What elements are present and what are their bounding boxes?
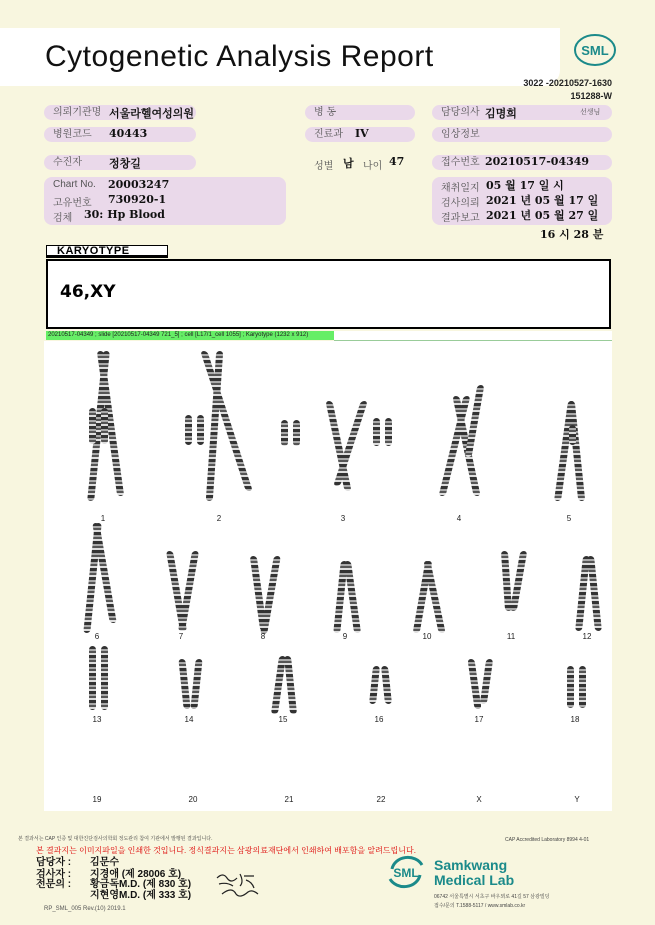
hospital-code-value: 40443 <box>109 127 148 140</box>
specialist-2: 지현영M.D. (제 333 호) <box>90 890 192 901</box>
report-title: Cytogenetic Analysis Report <box>45 40 434 73</box>
chromosome-22-b <box>385 418 392 446</box>
chromosome-label-6: 6 <box>94 632 100 641</box>
chromosome-10-b <box>423 561 445 633</box>
sex-label: 성별 <box>314 161 334 172</box>
print-notice: 본 결과지는 이미지파일을 인쇄한 것입니다. 정식결과지는 삼광의료재단에서 인쇄하여 배포함을 알려드립니다. <box>36 846 416 855</box>
chromosome-15-a <box>271 656 286 714</box>
chromosome-label-5: 5 <box>566 514 572 523</box>
ward-label: 병 동 <box>305 105 415 120</box>
cap-note: CAP Accredited Laboratory 8994 4-01 <box>505 837 590 843</box>
sex-value: 남 <box>343 157 354 170</box>
chromosome-21-a <box>281 420 288 446</box>
chromosome-8-b <box>260 556 281 634</box>
image-caption-bar-right <box>334 331 612 341</box>
lab-name <box>434 858 514 888</box>
chromosome-16-a <box>369 666 380 704</box>
image-caption-bar: 20210517-04349 ; slide [20210517-04349 721_5] ; cell [L17/1_cell 1055] ; Karyotype (1232 x 912) <box>46 331 334 340</box>
chromosome-14-a <box>178 659 190 709</box>
chromosome-17-b <box>480 659 493 704</box>
chromosome-label-8: 8 <box>260 632 266 641</box>
chromosome-22-a <box>373 418 380 446</box>
chromosome-label-15: 15 <box>278 715 288 724</box>
sml-logo-icon <box>573 33 617 67</box>
svg-text:SML: SML <box>393 866 419 880</box>
karyotype-box <box>46 259 611 329</box>
chromosome-label-Y: Y <box>574 795 580 804</box>
chromosome-15-b <box>284 656 297 714</box>
unique-label: 고유번호 <box>53 198 92 209</box>
chromosome-label-7: 7 <box>178 632 184 641</box>
chromosome-20-a <box>185 415 192 445</box>
lab-address-line: 06742 서울특별시 서초구 바우뫼로 41길 57 삼광빌딩 <box>434 894 550 900</box>
collect-value: 05 월 17 일 시 <box>486 179 564 192</box>
unique-value: 730920-1 <box>108 193 167 206</box>
chromosome-label-9: 9 <box>342 632 348 641</box>
report-number-line2: 151288-W <box>570 91 612 101</box>
dept-label: 진료과 <box>305 127 415 142</box>
chromosome-7-b <box>178 551 199 631</box>
chromosome-13-a <box>89 646 96 710</box>
examinee-label: 수진자 <box>44 155 196 170</box>
doctor-value: 김명희 <box>485 107 517 120</box>
chromosome-label-22: 22 <box>376 795 386 804</box>
specimen-value: 30: Hp Blood <box>84 208 165 221</box>
chromosome-label-20: 20 <box>188 795 198 804</box>
chromosome-9-b <box>344 561 361 633</box>
chromosome-16-b <box>381 666 392 704</box>
lab-name-line1: Samkwang <box>434 857 508 873</box>
lab-name-line2: Medical Lab <box>434 872 515 888</box>
lab-contact-line: 접수/문의 T.1588-5117 / www.smlab.co.kr <box>434 903 526 909</box>
chromosome-label-18: 18 <box>570 715 580 724</box>
chromosome-18-a <box>567 666 574 708</box>
chromosome-14-b <box>190 659 202 709</box>
request-label: 검사의뢰 <box>441 198 480 209</box>
receipt-label: 접수번호 <box>432 155 612 170</box>
specimen-label: 검체 <box>53 213 73 224</box>
chromosome-label-12: 12 <box>582 632 592 641</box>
result-time: 16 시 28 분 <box>540 228 604 241</box>
result-label: 결과보고 <box>441 213 480 224</box>
age-label: 나이 <box>363 161 383 172</box>
chromosome-label-3: 3 <box>340 514 346 523</box>
chart-label: Chart No. <box>53 179 96 190</box>
chromosome-19-a <box>89 408 96 444</box>
karyotype-result: 46,XY <box>60 282 116 302</box>
chromosome-Y-a <box>569 425 576 445</box>
tester-label: 검사자 : <box>36 869 72 880</box>
chromosome-12-b <box>587 556 602 631</box>
chromosome-label-17: 17 <box>474 715 484 724</box>
hospital-code-label: 병원코드 <box>44 127 196 142</box>
chromosome-11-b <box>510 551 528 611</box>
chart-value: 20003247 <box>108 178 170 191</box>
request-value: 2021 년 05 월 17 일 <box>486 194 599 207</box>
chromosome-13-b <box>101 646 108 710</box>
report-number-line1: 3022 -20210527-1630 <box>523 78 612 88</box>
chromosome-label-10: 10 <box>422 632 432 641</box>
age-value: 47 <box>389 155 405 168</box>
sml-footer-logo-icon <box>386 853 426 891</box>
karyogram-image <box>44 341 612 811</box>
chromosome-label-13: 13 <box>92 715 102 724</box>
chromosome-18-b <box>579 666 586 708</box>
chromosome-label-1: 1 <box>100 514 106 523</box>
revision-code: RP_SML_005 Rev.(10) 2019.1 <box>44 906 126 912</box>
institution-label: 의뢰기관명 <box>44 105 196 120</box>
specialist-label: 전문의 : <box>36 879 72 890</box>
chromosome-label-11: 11 <box>506 632 516 641</box>
chromosome-label-16: 16 <box>374 715 384 724</box>
cert-note: 본 결과서는 CAP 인증 및 대한진단검사의학회 정도관리 참여 기관에서 발행된 결과입니다. <box>18 836 213 842</box>
chromosome-label-21: 21 <box>284 795 294 804</box>
institution-value: 서울라헬여성의원 <box>109 107 195 120</box>
examinee-value: 정창길 <box>109 157 141 170</box>
chromosome-label-X: X <box>476 795 482 804</box>
chromosome-20-b <box>197 415 204 445</box>
svg-text:SML: SML <box>581 43 609 58</box>
specialist-1: 황금독M.D. (제 830 호) <box>90 879 192 890</box>
collect-label: 채취일지 <box>441 183 480 194</box>
manager-label: 담당자 : <box>36 857 72 868</box>
clinical-label: 임상정보 <box>432 127 612 142</box>
signature-icon <box>214 868 264 900</box>
chromosome-21-b <box>293 420 300 446</box>
manager-value: 김문수 <box>90 857 119 868</box>
chromosome-label-4: 4 <box>456 514 462 523</box>
doctor-suffix: 선생님 <box>580 109 601 116</box>
dept-value: IV <box>355 127 369 140</box>
karyotype-tab: KARYOTYPE <box>46 245 168 258</box>
report-number <box>520 77 612 103</box>
chromosome-19-b <box>101 408 108 444</box>
receipt-value: 20210517-04349 <box>485 155 590 168</box>
chromosome-label-19: 19 <box>92 795 102 804</box>
tester-value: 지경애 (제 28006 호) <box>90 869 182 880</box>
chromosome-5-b <box>568 401 586 501</box>
chromosome-label-2: 2 <box>216 514 222 523</box>
chromosome-label-14: 14 <box>184 715 194 724</box>
result-value: 2021 년 05 월 27 일 <box>486 209 599 222</box>
lab-address <box>434 893 549 911</box>
doctor-label: 담당의사 <box>432 105 612 120</box>
